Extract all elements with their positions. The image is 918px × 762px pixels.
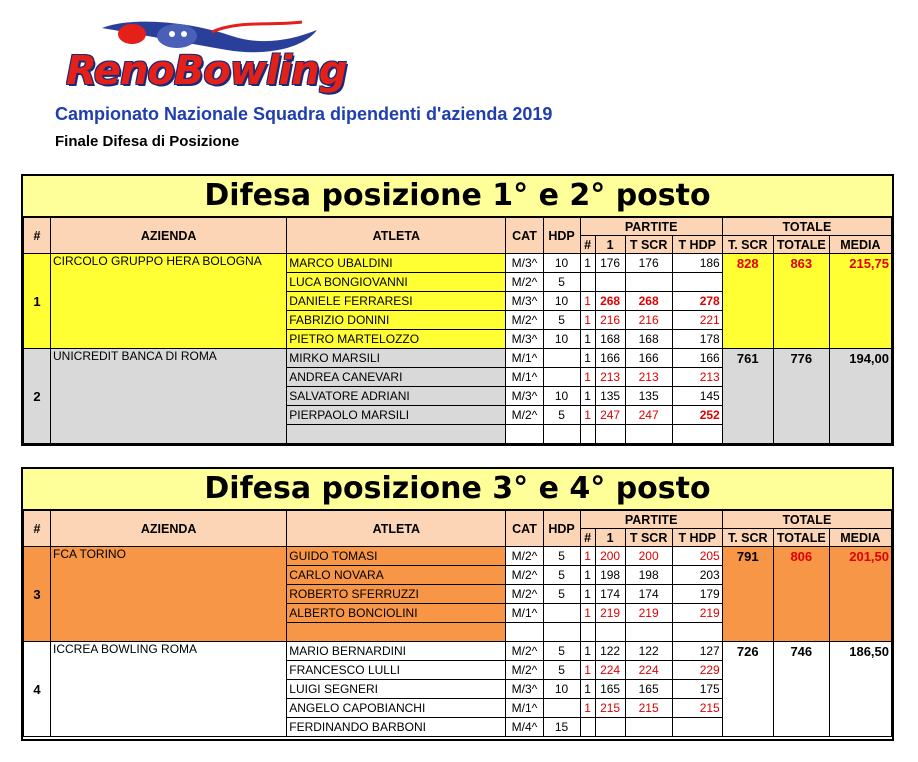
player-cat: M/4^ [506,718,543,737]
player-name: FABRIZIO DONINI [287,311,506,330]
col-header-hdp: HDP [543,511,580,547]
col-header-atleta: ATLETA [287,511,506,547]
player-t-scr [625,718,672,737]
game-count: 1 [580,547,595,566]
col-header-cat: CAT [506,218,543,254]
team-rank: 2 [24,349,51,444]
page-subtitle: Finale Difesa di Posizione [55,133,240,150]
player-row [24,642,892,661]
team-totale: 776 [773,349,829,444]
game-count [580,623,595,642]
player-hdp: 5 [543,642,580,661]
team-rank: 1 [24,254,51,349]
team-name: FCA TORINO [51,547,287,642]
standings-table [23,217,892,444]
player-t-scr: 174 [625,585,672,604]
game-1-score [595,425,625,444]
col-header-totale: TOTALE [722,511,891,529]
page-title: Campionato Nazionale Squadra dipendenti d'azienda 2019 [55,104,553,124]
player-name: CARLO NOVARA [287,566,506,585]
team-totale: 863 [773,254,829,349]
player-cat: M/3^ [506,387,543,406]
player-cat: M/2^ [506,661,543,680]
player-cat: M/2^ [506,406,543,425]
player-t-scr: 122 [625,642,672,661]
team-totale: 806 [773,547,829,642]
player-hdp: 5 [543,273,580,292]
player-t-scr: 135 [625,387,672,406]
player-cat: M/2^ [506,311,543,330]
game-count: 1 [580,642,595,661]
player-cat: M/3^ [506,292,543,311]
player-cat: M/2^ [506,566,543,585]
player-t-scr: 166 [625,349,672,368]
player-cat: M/1^ [506,368,543,387]
player-name: FERDINANDO BARBONI [287,718,506,737]
player-t-hdp: 221 [672,311,722,330]
team-media: 194,00 [829,349,891,444]
player-hdp [543,349,580,368]
team-name: UNICREDIT BANCA DI ROMA [51,349,287,444]
player-hdp: 5 [543,566,580,585]
player-cat: M/2^ [506,585,543,604]
player-t-scr: 165 [625,680,672,699]
player-hdp [543,604,580,623]
player-cat: M/1^ [506,699,543,718]
player-row [24,547,892,566]
player-name: MIRKO MARSILI [287,349,506,368]
player-name: DANIELE FERRARESI [287,292,506,311]
player-t-hdp: 186 [672,254,722,273]
game-1-score: 166 [595,349,625,368]
player-hdp [543,368,580,387]
player-t-hdp: 205 [672,547,722,566]
player-t-hdp: 215 [672,699,722,718]
player-name: GUIDO TOMASI [287,547,506,566]
player-hdp: 5 [543,585,580,604]
player-hdp: 10 [543,254,580,273]
col-header-game-1: 1 [595,529,625,547]
team-totale: 746 [773,642,829,737]
standings-block [21,174,894,446]
player-hdp [543,699,580,718]
player-t-hdp: 145 [672,387,722,406]
game-count [580,425,595,444]
player-hdp [543,425,580,444]
player-name: ROBERTO SFERRUZZI [287,585,506,604]
col-header-total-scr: T. SCR [722,236,773,254]
player-cat: M/1^ [506,349,543,368]
player-t-hdp: 179 [672,585,722,604]
game-count: 1 [580,406,595,425]
standings-block [21,467,894,741]
col-header-azienda: AZIENDA [51,511,287,547]
player-t-hdp: 229 [672,661,722,680]
player-t-hdp: 178 [672,330,722,349]
col-header-t-hdp: T HDP [672,529,722,547]
game-1-score: 122 [595,642,625,661]
col-header-total: TOTALE [773,529,829,547]
player-t-scr: 176 [625,254,672,273]
player-t-hdp: 203 [672,566,722,585]
col-header-t-hdp: T HDP [672,236,722,254]
game-count: 1 [580,387,595,406]
player-t-hdp: 219 [672,604,722,623]
col-header-atleta: ATLETA [287,218,506,254]
player-cat: M/2^ [506,547,543,566]
player-cat: M/2^ [506,273,543,292]
game-1-score [595,273,625,292]
game-count: 1 [580,566,595,585]
player-name: PIERPAOLO MARSILI [287,406,506,425]
game-1-score: 176 [595,254,625,273]
col-header-game-num: # [580,529,595,547]
game-1-score [595,623,625,642]
game-1-score: 198 [595,566,625,585]
game-1-score: 224 [595,661,625,680]
player-t-scr: 216 [625,311,672,330]
game-1-score [595,718,625,737]
game-1-score: 215 [595,699,625,718]
game-1-score: 165 [595,680,625,699]
game-1-score: 268 [595,292,625,311]
player-name: FRANCESCO LULLI [287,661,506,680]
player-name: LUIGI SEGNERI [287,680,506,699]
player-t-scr: 224 [625,661,672,680]
team-media: 215,75 [829,254,891,349]
player-hdp: 5 [543,406,580,425]
game-1-score: 168 [595,330,625,349]
game-count [580,718,595,737]
player-cat: M/3^ [506,680,543,699]
player-name: MARIO BERNARDINI [287,642,506,661]
player-name: SALVATORE ADRIANI [287,387,506,406]
player-t-hdp: 278 [672,292,722,311]
player-hdp: 10 [543,292,580,311]
player-t-hdp [672,273,722,292]
player-cat: M/1^ [506,604,543,623]
player-name: ALBERTO BONCIOLINI [287,604,506,623]
player-t-scr: 268 [625,292,672,311]
player-t-scr: 198 [625,566,672,585]
col-header-t-scr: T SCR [625,236,672,254]
game-count: 1 [580,292,595,311]
team-media: 186,50 [829,642,891,737]
player-t-scr: 247 [625,406,672,425]
col-header-num: # [24,218,51,254]
player-name: PIETRO MARTELOZZO [287,330,506,349]
col-header-partite: PARTITE [580,218,722,236]
game-count: 1 [580,368,595,387]
section-title: Difesa posizione 1° e 2° posto [23,176,892,217]
game-count [580,273,595,292]
player-hdp: 10 [543,680,580,699]
player-t-scr: 219 [625,604,672,623]
col-header-total: TOTALE [773,236,829,254]
player-hdp: 5 [543,547,580,566]
player-cat [506,623,543,642]
player-t-hdp: 213 [672,368,722,387]
col-header-media: MEDIA [829,529,891,547]
team-rank: 3 [24,547,51,642]
game-count: 1 [580,661,595,680]
player-hdp: 10 [543,387,580,406]
game-count: 1 [580,330,595,349]
col-header-totale: TOTALE [722,218,891,236]
player-cat: M/3^ [506,330,543,349]
game-count: 1 [580,349,595,368]
renobowling-logo [62,16,356,96]
player-t-scr [625,425,672,444]
player-row [24,349,892,368]
col-header-game-num: # [580,236,595,254]
player-cat: M/2^ [506,642,543,661]
game-1-score: 247 [595,406,625,425]
player-hdp [543,623,580,642]
team-tscr: 726 [722,642,773,737]
game-1-score: 216 [595,311,625,330]
player-t-hdp [672,718,722,737]
col-header-game-1: 1 [595,236,625,254]
col-header-cat: CAT [506,511,543,547]
player-t-hdp: 127 [672,642,722,661]
player-name: MARCO UBALDINI [287,254,506,273]
game-count: 1 [580,585,595,604]
col-header-media: MEDIA [829,236,891,254]
team-media: 201,50 [829,547,891,642]
game-1-score: 219 [595,604,625,623]
standings-table [23,510,892,737]
player-t-hdp: 166 [672,349,722,368]
col-header-azienda: AZIENDA [51,218,287,254]
game-1-score: 213 [595,368,625,387]
player-name: ANDREA CANEVARI [287,368,506,387]
player-name [287,623,506,642]
game-1-score: 174 [595,585,625,604]
col-header-t-scr: T SCR [625,529,672,547]
game-1-score: 200 [595,547,625,566]
player-hdp: 15 [543,718,580,737]
player-t-scr: 200 [625,547,672,566]
player-hdp: 5 [543,661,580,680]
team-name: ICCREA BOWLING ROMA [51,642,287,737]
player-name: LUCA BONGIOVANNI [287,273,506,292]
col-header-total-scr: T. SCR [722,529,773,547]
player-hdp: 5 [543,311,580,330]
section-title: Difesa posizione 3° e 4° posto [23,469,892,510]
game-count: 1 [580,699,595,718]
player-row [24,254,892,273]
game-count: 1 [580,254,595,273]
logo-text: RenoBowling [66,48,347,94]
player-cat: M/3^ [506,254,543,273]
col-header-num: # [24,511,51,547]
player-t-hdp: 252 [672,406,722,425]
player-hdp: 10 [543,330,580,349]
game-count: 1 [580,311,595,330]
player-t-scr: 215 [625,699,672,718]
game-count: 1 [580,604,595,623]
player-t-hdp [672,623,722,642]
player-t-scr [625,623,672,642]
game-1-score: 135 [595,387,625,406]
col-header-partite: PARTITE [580,511,722,529]
player-t-hdp: 175 [672,680,722,699]
team-tscr: 761 [722,349,773,444]
player-cat [506,425,543,444]
player-t-scr [625,273,672,292]
team-tscr: 791 [722,547,773,642]
player-name: ANGELO CAPOBIANCHI [287,699,506,718]
team-tscr: 828 [722,254,773,349]
col-header-hdp: HDP [543,218,580,254]
team-name: CIRCOLO GRUPPO HERA BOLOGNA [51,254,287,349]
team-rank: 4 [24,642,51,737]
game-count: 1 [580,680,595,699]
player-t-scr: 168 [625,330,672,349]
player-t-hdp [672,425,722,444]
player-name [287,425,506,444]
player-t-scr: 213 [625,368,672,387]
